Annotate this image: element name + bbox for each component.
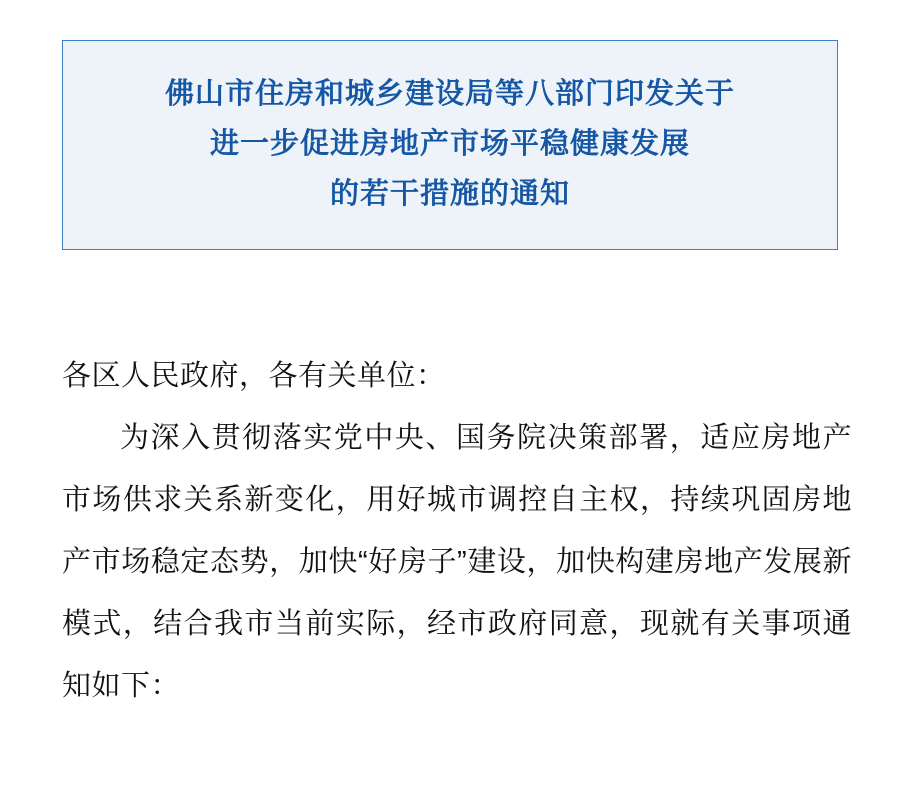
- document-title-line-3: 的若干措施的通知: [329, 178, 570, 210]
- document-title-box: [62, 40, 838, 250]
- document-title-line-2: 进一步促进房地产市场平稳健康发展: [209, 128, 690, 160]
- document-title-line-1: 佛山市住房和城乡建设局等八部门印发关于: [164, 78, 735, 110]
- document-paragraph-salutation: 各区人民政府，各有关单位：: [62, 360, 446, 392]
- document-body: [62, 345, 852, 717]
- document-paragraph-1: 为深入贯彻落实党中央、国务院决策部署，适应房地产市场供求关系新变化，用好城市调控自主权，持续巩固房地产市场稳定态势，加快“好房子”建设，加快构建房地产发展新模式，结合我市当前实际，经市政府同意，现就有关事项通知如下：: [62, 422, 852, 702]
